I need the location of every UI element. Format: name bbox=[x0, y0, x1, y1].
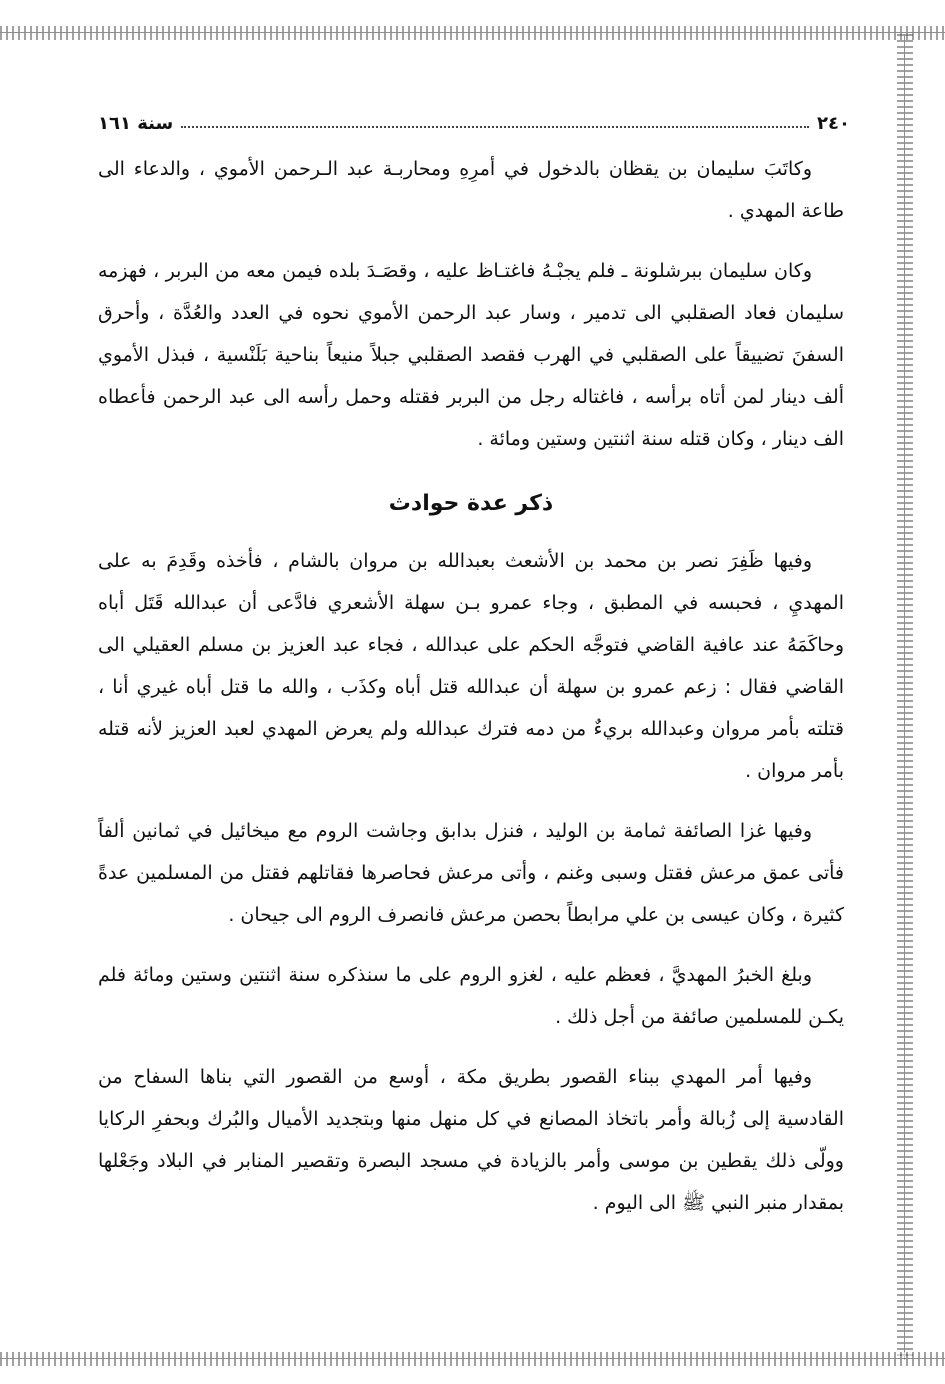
right-ornamental-border bbox=[897, 34, 913, 1360]
paragraph: وفيها أمر المهدي ببناء القصور بطريق مكة ، أوسع من القصور التي بناها السفاح من القادسية إلى زُبالة وأمر باتخاذ المصانع في كل منهل منها وبتجديد الأميال والبُرك وبحفرِ الركايا وولّى ذلك يقطين بن موسى وأمر بالزيادة في مسجد البصرة وتقصير المنابر في البلاد وجَعْلها بمقدار منبر النبي ﷺ الى اليوم . bbox=[98, 1066, 844, 1214]
paragraph: وفيها ظَفِرَ نصر بن محمد بن الأشعث بعبدالله بن مروان بالشام ، فأخذه وقَدِمَ به على المهديِ ، فحبسه في المطبق ، وجاء عمرو بـن سهلة الأشعري فادَّعى أن عبدالله قَتَل أباه وحاكَمَهُ عند عافية القاضي فتوجَّه الحكم على عبدالله ، فجاء عبد العزيز بن مسلم العقيلي الى القاضي فقال : زعم عمرو بن سهلة أن عبدالله قتل أباه وكذَب ، والله ما قتل أباه غيري أنا ، قتلته بأمر مروان وعبدالله بريءٌ من دمه فترك عبدالله ولم يعرض المهدي لعبد العزيز لأنه قتله بأمر مروان . bbox=[98, 550, 844, 782]
top-ornamental-border bbox=[0, 26, 945, 40]
paragraph: وكان سليمان ببرشلونة ـ فلم يجبْـهُ فاغتـاظ عليه ، وقصَـدَ بلده فيمن معه من البربر ، فهزمه سليمان فعاد الصقلبي الى تدمير ، وسار عبد الرحمن الأموي نحوه في العدد والعُدَّة ، وأحرق السفنَ تضييقاً على الصقلبي في الهرب فقصد الصقلبي جبلاً منيعاً بناحية بَلَنْسية ، فبذل الأموي ألف دينار لمن أتاه برأسه ، فاغتاله رجل من البربر فقتله وحمل رأسه الى عبد الرحمن فأعطاه الف دينار ، وكان قتله سنة اثنتين وستين ومائة . bbox=[98, 260, 844, 450]
paragraph: وفيها غزا الصائفة ثمامة بن الوليد ، فنزل بدابق وجاشت الروم مع ميخائيل في ثمانين ألفاً فأتى عمق مرعش فقتل وسبى وغنم ، وأتى مرعش فحاصرها فقاتلهم فقتل من المسلمين عدةً كثيرة ، وكان عيسى بن علي مرابطاً بحصن مرعش فانصرف الروم الى جيحان . bbox=[98, 820, 844, 926]
page-number: ٢٤٠ bbox=[817, 113, 850, 134]
header-year: سنة ١٦١ bbox=[98, 113, 174, 134]
paragraph: وكاتَبَ سليمان بن يقظان بالدخول في أمرِهِ ومحاربـة عبد الـرحمن الأموي ، والدعاء الى طاعة المهدي . bbox=[98, 158, 844, 222]
paragraph: وبلغ الخبرُ المهديَّ ، فعظم عليه ، لغزو الروم على ما سنذكره سنة اثنتين وستين ومائة فلم يكـن للمسلمين صائفة من أجل ذلك . bbox=[98, 964, 844, 1028]
page-body bbox=[98, 148, 844, 1242]
bottom-ornamental-border bbox=[0, 1352, 945, 1366]
running-header bbox=[98, 100, 850, 134]
header-dot-leader bbox=[181, 125, 809, 128]
section-heading: ذكر عدة حوادث bbox=[388, 491, 554, 516]
